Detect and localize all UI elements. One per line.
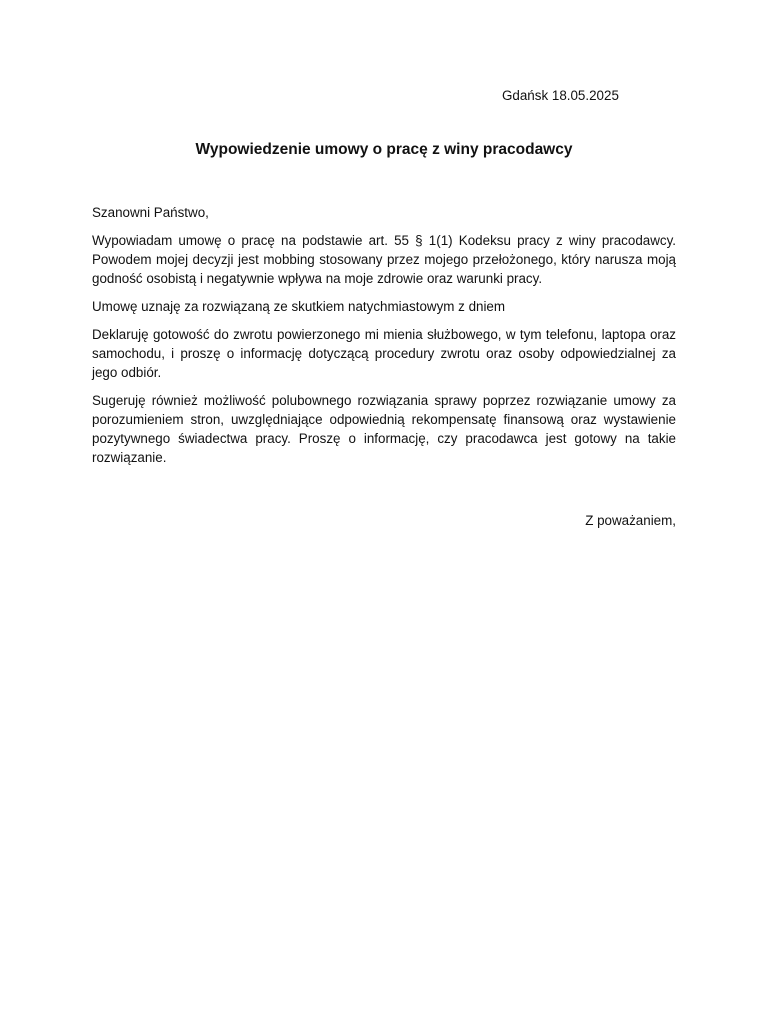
letter-body — [92, 203, 676, 476]
place-and-date: Gdańsk 18.05.2025 — [502, 88, 619, 103]
paragraph-amicable-settlement: Sugeruję również możliwość polubownego rozwiązania sprawy poprzez rozwiązanie umowy za porozumieniem stron, uwzględniające odpowiednią rekompensatę finansową oraz wystawienie pozytywnego świadectwa pracy. Proszę o informację, czy pracodawca jest gotowy na takie rozwiązanie. — [92, 393, 676, 465]
paragraph-termination-reason: Wypowiadam umowę o pracę na podstawie art. 55 § 1(1) Kodeksu pracy z winy pracodawcy. Powodem mojej decyzji jest mobbing stosowany przez mojego przełożonego, który narusza moją godność osobistą i negatywnie wpływa na moje zdrowie oraz warunki pracy. — [92, 233, 676, 286]
document-title: Wypowiedzenie umowy o pracę z winy pracodawcy — [195, 141, 573, 158]
paragraph-property-return: Deklaruję gotowość do zwrotu powierzonego mi mienia służbowego, w tym telefonu, laptopa oraz samochodu, i proszę o informację dotyczącą procedury zwrotu oraz osoby odpowiedzialnej za jego odbiór. — [92, 327, 676, 380]
salutation: Szanowni Państwo, — [92, 205, 209, 220]
paragraph-effective-date: Umowę uznaję za rozwiązaną ze skutkiem natychmiastowym z dniem — [92, 299, 506, 314]
closing-phrase: Z poważaniem, — [585, 513, 676, 528]
